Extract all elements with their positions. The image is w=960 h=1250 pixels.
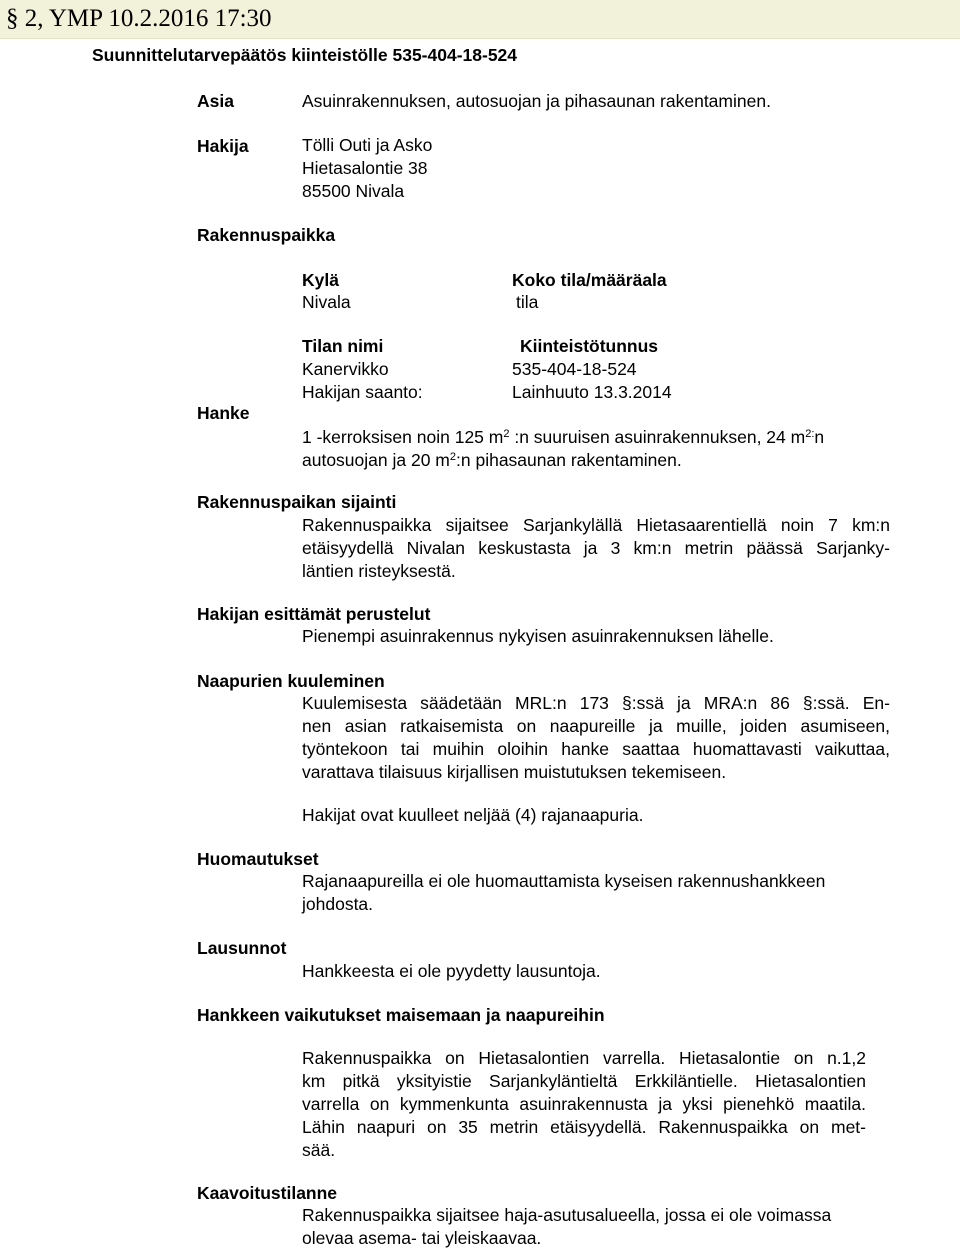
kyla-label: Kylä <box>302 270 339 290</box>
lausunnot-text: Hankkeesta ei ole pyydetty lausuntoja. <box>302 961 601 981</box>
kuuleminen-extra: Hakijat ovat kuulleet neljää (4) rajanaapuria. <box>302 805 644 825</box>
lausunnot-label: Lausunnot <box>197 938 287 958</box>
huomautukset-line: johdosta. <box>302 894 374 914</box>
vaikutukset-line: km pitkä yksityistie Sarjankyläntieltä Erkkiläntielle. Hietasalontien <box>302 1071 866 1091</box>
kuuleminen-label: Naapurien kuuleminen <box>197 671 385 691</box>
hakija-label: Hakija <box>197 136 249 156</box>
superscript: 2 <box>503 428 510 440</box>
kaavoitus-label: Kaavoitustilanne <box>197 1183 338 1203</box>
vaikutukset-line: Rakennuspaikka on Hietasalontien varrella. Hietasalontie on n.1,2 <box>302 1048 866 1068</box>
sijainti-label: Rakennuspaikan sijainti <box>197 492 397 512</box>
hanke-line <box>302 449 902 472</box>
vaikutukset-text <box>302 1047 866 1162</box>
hakija-address <box>302 134 902 203</box>
huomautukset-label: Huomautukset <box>197 849 319 869</box>
huomautukset-text <box>302 870 902 916</box>
superscript: 2 <box>449 451 457 463</box>
hanke-text-part: autosuojan ja 20 m <box>302 450 450 470</box>
asia-value: Asuinrakennuksen, autosuojan ja pihasaunan rakentaminen. <box>302 91 771 111</box>
sijainti-line: läntien risteyksestä. <box>302 561 456 581</box>
kuuleminen-line: varattava tilaisuus kirjallisen muistutuksen tekemiseen. <box>302 762 727 782</box>
superscript: 2: <box>805 428 815 440</box>
saanto-label: Hakijan saanto: <box>302 382 423 402</box>
kuuleminen-line: nen asian ratkaisemista on naapureille ja muille, joiden asumiseen, <box>302 716 890 736</box>
asia-label: Asia <box>197 91 234 111</box>
hakija-line: Hietasalontie 38 <box>302 158 428 178</box>
hanke-label: Hanke <box>197 403 250 423</box>
perustelut-label: Hakijan esittämät perustelut <box>197 604 431 624</box>
kaavoitus-line: olevaa asema- tai yleiskaavaa. <box>302 1228 542 1248</box>
hanke-text <box>302 426 902 472</box>
hanke-text-part: :n suuruisen asuinrakennuksen, 24 m <box>509 427 806 447</box>
kaavoitus-text <box>302 1204 902 1250</box>
saanto-value: Lainhuuto 13.3.2014 <box>512 382 672 402</box>
sijainti-text <box>302 514 890 583</box>
vaikutukset-line: varrella on kymmenkunta asuinrakennusta ja yksi pienehkö maatila. <box>302 1094 866 1114</box>
rakennuspaikka-label: Rakennuspaikka <box>197 225 336 245</box>
koko-value: tila <box>516 292 539 312</box>
header-text: § 2, YMP 10.2.2016 17:30 <box>6 5 272 32</box>
kuuleminen-line: työntekoon tai muihin oloihin hanke saattaa huomattavasti vaikuttaa, <box>302 739 890 759</box>
header-band <box>0 0 960 39</box>
vaikutukset-line: sää. <box>302 1140 336 1160</box>
hanke-text-part: n <box>814 427 825 447</box>
kyla-value: Nivala <box>302 292 351 312</box>
document-title: Suunnittelutarvepäätös kiinteistölle 535-404-18-524 <box>92 45 518 65</box>
hakija-line: Tölli Outi ja Asko <box>302 135 433 155</box>
perustelut-text: Pienempi asuinrakennus nykyisen asuinrakennuksen lähelle. <box>302 626 774 646</box>
vaikutukset-line: Lähin naapuri on 35 metrin etäisyydellä. Rakennuspaikka on met- <box>302 1117 866 1137</box>
hanke-line <box>302 426 902 449</box>
hakija-line: 85500 Nivala <box>302 181 405 201</box>
koko-label: Koko tila/määräala <box>512 270 667 290</box>
kuuleminen-text <box>302 692 890 784</box>
kuuleminen-line: Kuulemisesta säädetään MRL:n 173 §:ssä ja MRA:n 86 §:ssä. En- <box>302 693 890 713</box>
hanke-text-part: 1 -kerroksisen noin 125 m <box>302 427 504 447</box>
sijainti-line: Rakennuspaikka sijaitsee Sarjankylällä Hietasaarentiellä noin 7 km:n <box>302 515 890 535</box>
huomautukset-line: Rajanaapureilla ei ole huomauttamista kyseisen rakennushankkeen <box>302 871 826 891</box>
kaavoitus-line: Rakennuspaikka sijaitsee haja-asutusalueella, jossa ei ole voimassa <box>302 1205 832 1225</box>
vaikutukset-label: Hankkeen vaikutukset maisemaan ja naapureihin <box>197 1005 605 1025</box>
kiinteistotunnus-label: Kiinteistötunnus <box>520 336 659 356</box>
sijainti-line: etäisyydellä Nivalan keskustasta ja 3 km:n metrin päässä Sarjanky- <box>302 538 890 558</box>
tilan-nimi-value: Kanervikko <box>302 359 389 379</box>
hanke-text-part: :n pihasaunan rakentaminen. <box>456 450 682 470</box>
tilan-nimi-label: Tilan nimi <box>302 336 384 356</box>
kiinteistotunnus-value: 535-404-18-524 <box>512 359 637 379</box>
